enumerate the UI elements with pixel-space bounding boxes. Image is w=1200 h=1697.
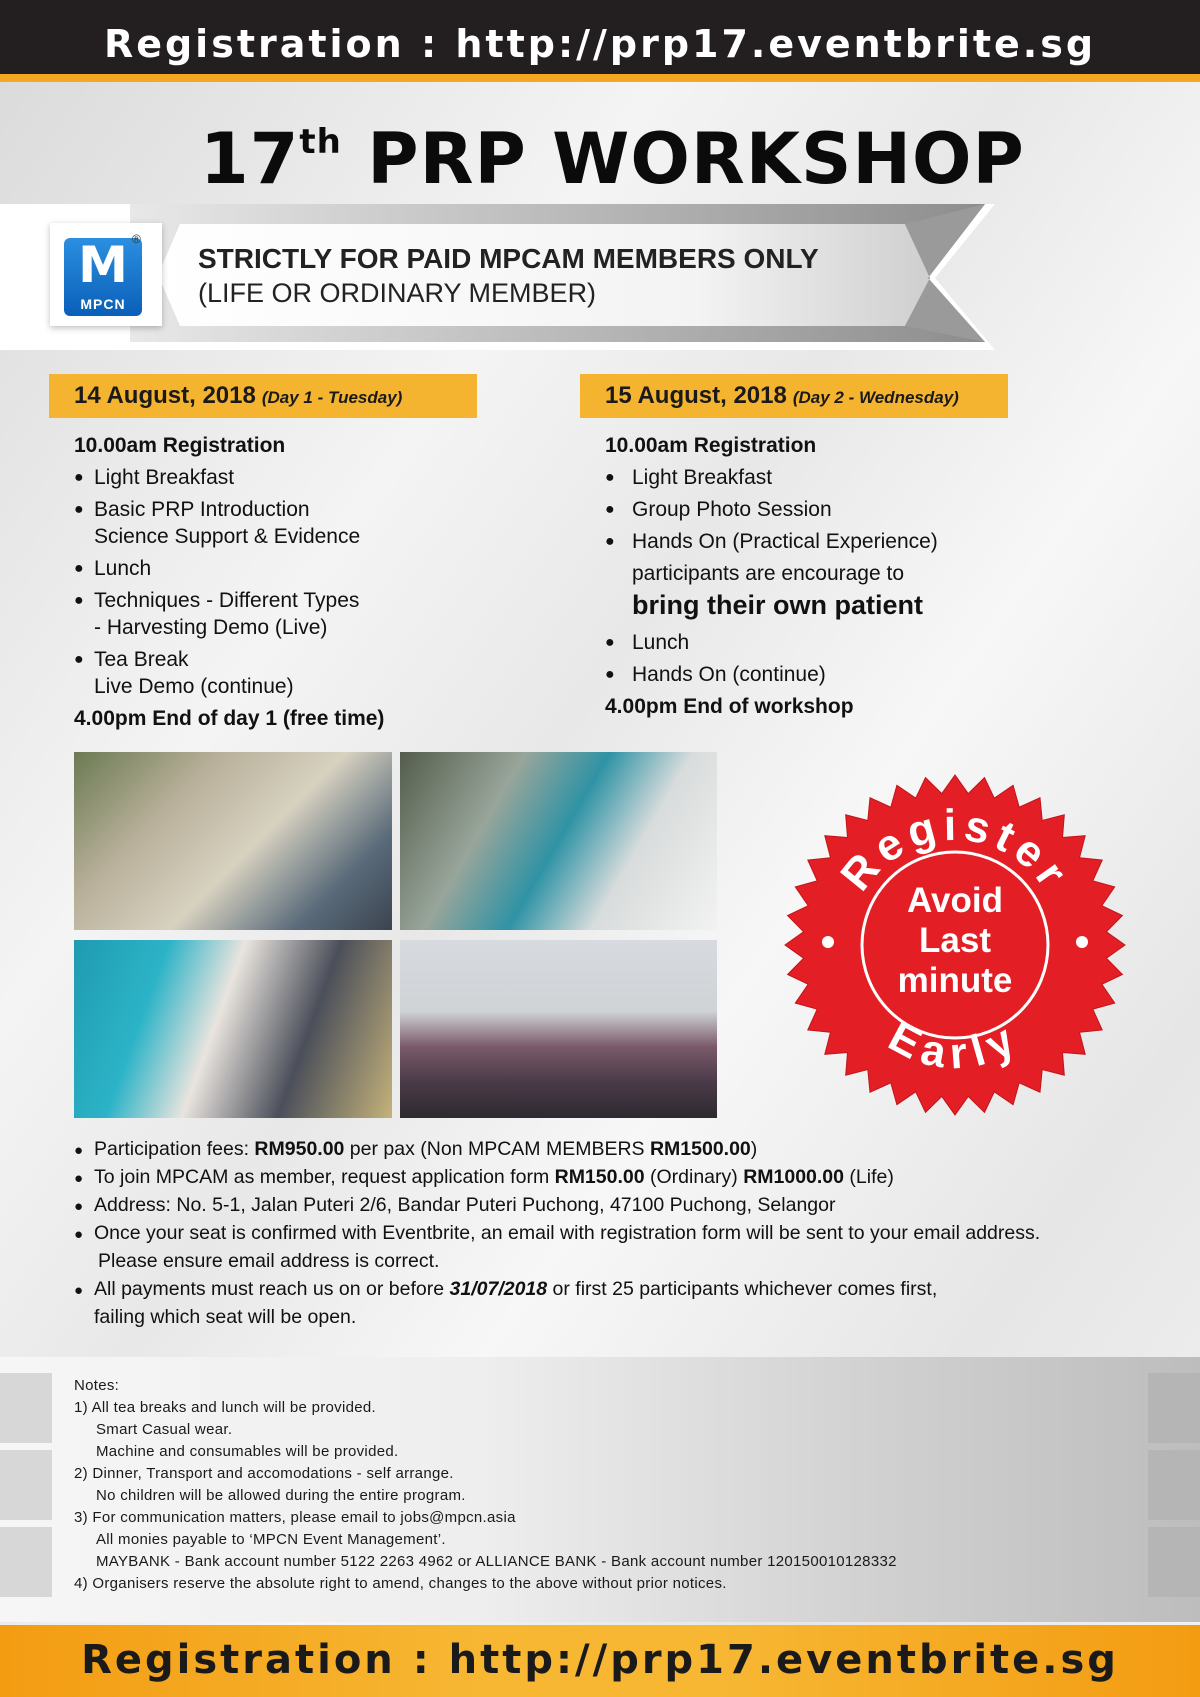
register-early-seal bbox=[780, 770, 1130, 1120]
day2-subtitle: (Day 2 - Wednesday) bbox=[792, 388, 959, 407]
banner-subtitle: (LIFE OR ORDINARY MEMBER) bbox=[198, 278, 597, 308]
note-line: 2) Dinner, Transport and accomodations - self arrange. bbox=[74, 1465, 454, 1482]
day1-registration: 10.00am Registration bbox=[74, 434, 286, 457]
day1-header bbox=[49, 374, 477, 418]
bullet-icon: ● bbox=[605, 469, 615, 486]
bullet-icon: ● bbox=[74, 1198, 84, 1215]
note-line: 3) For communication matters, please email to jobs@mpcn.asia bbox=[74, 1509, 516, 1526]
bullet-icon: ● bbox=[605, 666, 615, 683]
top-registration-bar bbox=[0, 0, 1200, 82]
note-line: MAYBANK - Bank account number 5122 2263 4962 or ALLIANCE BANK - Bank account number 120150010128332 bbox=[96, 1553, 897, 1570]
note-line: All monies payable to ‘MPCN Event Management’. bbox=[96, 1531, 446, 1548]
day1-item: Techniques - Different Types bbox=[94, 589, 360, 612]
bullet-icon: ● bbox=[74, 501, 84, 518]
bullet-icon: ● bbox=[74, 1142, 84, 1159]
day1-item: Live Demo (continue) bbox=[94, 675, 294, 698]
day1-item: Light Breakfast bbox=[94, 466, 235, 489]
day1-agenda bbox=[74, 432, 534, 732]
band-tab-decoration bbox=[1148, 1527, 1200, 1597]
band-tab-decoration bbox=[0, 1373, 52, 1443]
join-line: To join MPCAM as member, request application form RM150.00 (Ordinary) RM1000.00 (Life) bbox=[94, 1166, 894, 1188]
mpcn-logo-letter: M bbox=[78, 236, 128, 294]
day1-item: - Harvesting Demo (Live) bbox=[94, 616, 328, 639]
workshop-photo-patient bbox=[74, 940, 392, 1118]
day2-emphasis: bring their own patient bbox=[632, 590, 923, 620]
day2-end: 4.00pm End of workshop bbox=[605, 695, 854, 718]
seat-line: Once your seat is confirmed with Eventbrite, an email with registration form will be sent to your email address. bbox=[94, 1222, 1041, 1244]
day2-agenda bbox=[605, 432, 1065, 732]
day1-item: Tea Break bbox=[94, 648, 189, 671]
address-line: Address: No. 5-1, Jalan Puteri 2/6, Bandar Puteri Puchong, 47100 Puchong, Selangor bbox=[94, 1194, 836, 1216]
top-registration-link[interactable]: Registration : http://prp17.eventbrite.sg bbox=[103, 22, 1097, 66]
bullet-icon: ● bbox=[74, 651, 84, 668]
workshop-photo-audience bbox=[400, 940, 717, 1118]
mpcn-logo-text: MPCN bbox=[80, 296, 126, 312]
day2-item: participants are encourage to bbox=[632, 562, 905, 585]
bullet-icon: ● bbox=[74, 560, 84, 577]
workshop-photo-demo bbox=[74, 752, 392, 930]
bullet-icon: ● bbox=[74, 469, 84, 486]
seal-dot-icon bbox=[822, 936, 834, 948]
day2-header bbox=[580, 374, 1008, 418]
day2-date: 15 August, 2018 bbox=[605, 382, 787, 409]
seal-bottom-text: Early bbox=[880, 1011, 1030, 1079]
title-text: PRP WORKSHOP bbox=[367, 118, 1025, 200]
seal-top-text: Register bbox=[831, 800, 1080, 900]
day2-item: Light Breakfast bbox=[632, 466, 773, 489]
title-suffix: th bbox=[299, 122, 342, 162]
payment-line: failing which seat will be open. bbox=[94, 1306, 357, 1328]
seal-center-line: Avoid bbox=[907, 881, 1003, 920]
day1-subtitle: (Day 1 - Tuesday) bbox=[261, 388, 403, 407]
day1-item: Basic PRP Introduction bbox=[94, 498, 310, 521]
title-number: 17 bbox=[200, 118, 300, 200]
seal-dot-icon bbox=[1076, 936, 1088, 948]
banner-title: STRICTLY FOR PAID MPCAM MEMBERS ONLY bbox=[198, 243, 819, 274]
note-line: 1) All tea breaks and lunch will be provided. bbox=[74, 1399, 377, 1416]
workshop-photo-hands-on bbox=[400, 752, 717, 930]
band-tab-decoration bbox=[1148, 1373, 1200, 1443]
bullet-icon: ● bbox=[605, 501, 615, 518]
day1-item: Science Support & Evidence bbox=[94, 525, 361, 548]
day1-date: 14 August, 2018 bbox=[74, 382, 256, 409]
page-title bbox=[200, 118, 1025, 200]
fee-line: Participation fees: RM950.00 per pax (Non MPCAM MEMBERS RM1500.00) bbox=[94, 1138, 758, 1160]
seat-line: Please ensure email address is correct. bbox=[98, 1250, 440, 1272]
note-line: No children will be allowed during the entire program. bbox=[96, 1487, 466, 1504]
band-tab-decoration bbox=[1148, 1450, 1200, 1520]
day1-item: Lunch bbox=[94, 557, 152, 580]
seal-center-line: Last bbox=[919, 921, 991, 960]
seal-center-line: minute bbox=[897, 961, 1013, 1000]
day2-registration: 10.00am Registration bbox=[605, 434, 817, 457]
day2-item: Group Photo Session bbox=[632, 498, 832, 521]
registered-mark: ® bbox=[132, 232, 141, 246]
day1-end: 4.00pm End of day 1 (free time) bbox=[74, 707, 385, 730]
bullet-icon: ● bbox=[74, 1226, 84, 1243]
bullet-icon: ● bbox=[74, 592, 84, 609]
notes-heading: Notes: bbox=[74, 1377, 120, 1394]
payment-line: All payments must reach us on or before 31/07/2018 or first 25 participants whichever comes first, bbox=[94, 1278, 938, 1300]
day2-item: Hands On (Practical Experience) bbox=[632, 530, 938, 553]
bullet-icon: ● bbox=[74, 1170, 84, 1187]
note-line: Smart Casual wear. bbox=[96, 1421, 233, 1438]
band-tab-decoration bbox=[0, 1527, 52, 1597]
bullet-icon: ● bbox=[605, 533, 615, 550]
bottom-registration-link[interactable]: Registration : http://prp17.eventbrite.sg bbox=[81, 1637, 1119, 1683]
note-line: Machine and consumables will be provided. bbox=[96, 1443, 399, 1460]
note-line: 4) Organisers reserve the absolute right to amend, changes to the above without prior notices. bbox=[74, 1575, 727, 1592]
bottom-registration-bar bbox=[0, 1625, 1200, 1697]
band-tab-decoration bbox=[0, 1450, 52, 1520]
bullet-icon: ● bbox=[605, 634, 615, 651]
bullet-icon: ● bbox=[74, 1282, 84, 1299]
day2-item: Hands On (continue) bbox=[632, 663, 826, 686]
day2-item: Lunch bbox=[632, 631, 690, 654]
